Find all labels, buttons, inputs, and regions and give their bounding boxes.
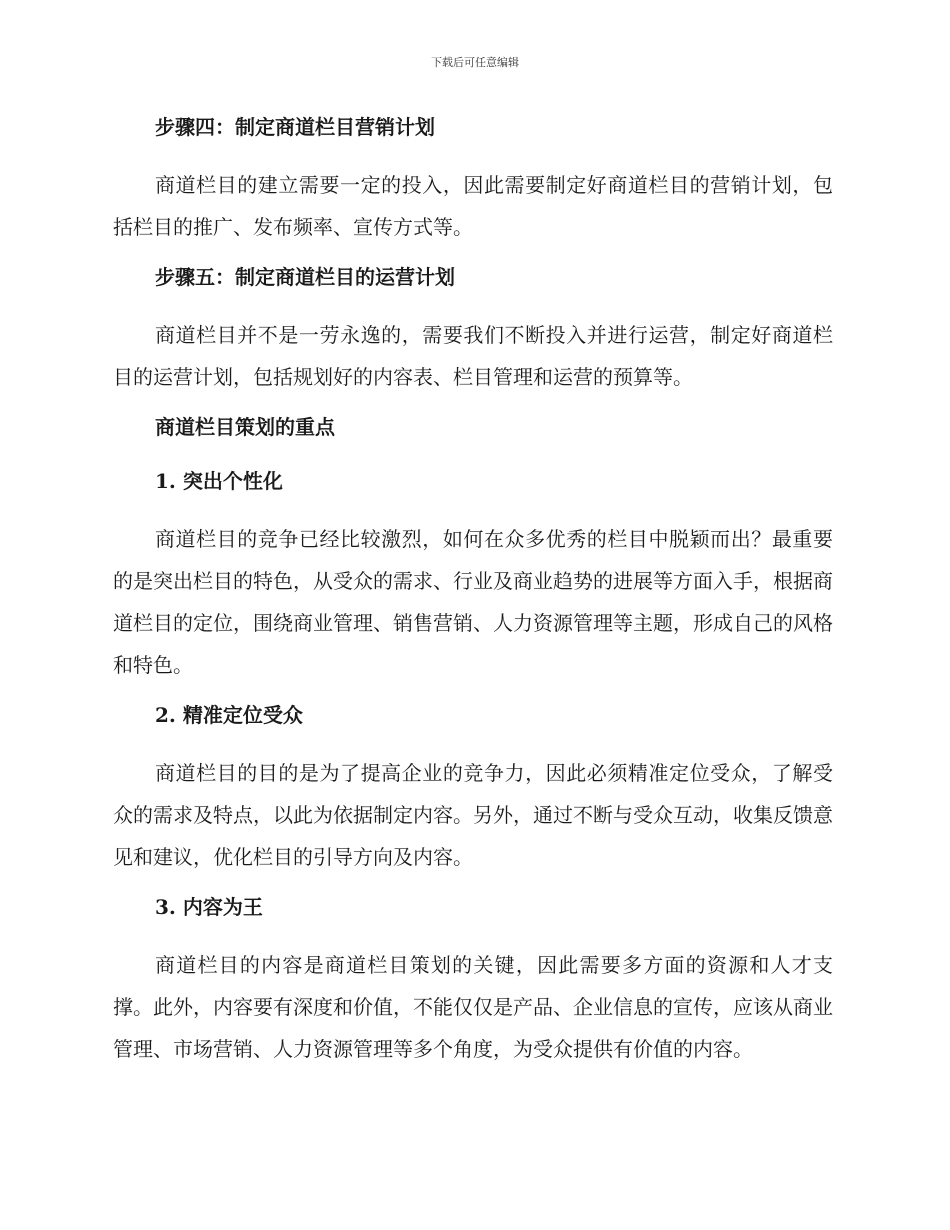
section-paragraph-step5: 商道栏目并不是一劳永逸的，需要我们不断投入并进行运营，制定好商道栏目的运营计划，包括规划好的内容表、栏目管理和运营的预算等。 xyxy=(113,323,833,389)
section-heading-step5: 步骤五：制定商道栏目的运营计划 xyxy=(155,265,455,289)
section-paragraph-point2: 商道栏目的目的是为了提高企业的竞争力，因此必须精准定位受众，了解受众的需求及特点，以此为依据制定内容。另外，通过不断与受众互动，收集反馈意见和建议，优化栏目的引导方向及内容。 xyxy=(113,761,833,869)
section-heading-point1: 1. 突出个性化 xyxy=(155,469,283,493)
section-paragraph-point3: 商道栏目的内容是商道栏目策划的关键，因此需要多方面的资源和人才支撑。此外，内容要有深度和价值，不能仅仅是产品、企业信息的宣传，应该从商业管理、市场营销、人力资源管理等多个角度，为受众提供有价值的内容。 xyxy=(113,953,833,1061)
section-heading-key-points: 商道栏目策划的重点 xyxy=(155,415,335,439)
section-heading-point3: 3. 内容为王 xyxy=(155,895,263,919)
document-body xyxy=(113,110,833,1082)
section-paragraph-point1: 商道栏目的竞争已经比较激烈，如何在众多优秀的栏目中脱颖而出？最重要的是突出栏目的特色，从受众的需求、行业及商业趋势的进展等方面入手，根据商道栏目的定位，围绕商业管理、销售营销、人力资源管理等主题，形成自己的风格和特色。 xyxy=(113,527,833,677)
section-heading-step4: 步骤四：制定商道栏目营销计划 xyxy=(155,115,435,139)
page-header: 下载后可任意编辑 xyxy=(431,56,519,69)
section-paragraph-step4: 商道栏目的建立需要一定的投入，因此需要制定好商道栏目的营销计划，包括栏目的推广、发布频率、宣传方式等。 xyxy=(113,173,833,239)
section-heading-point2: 2. 精准定位受众 xyxy=(155,703,303,727)
